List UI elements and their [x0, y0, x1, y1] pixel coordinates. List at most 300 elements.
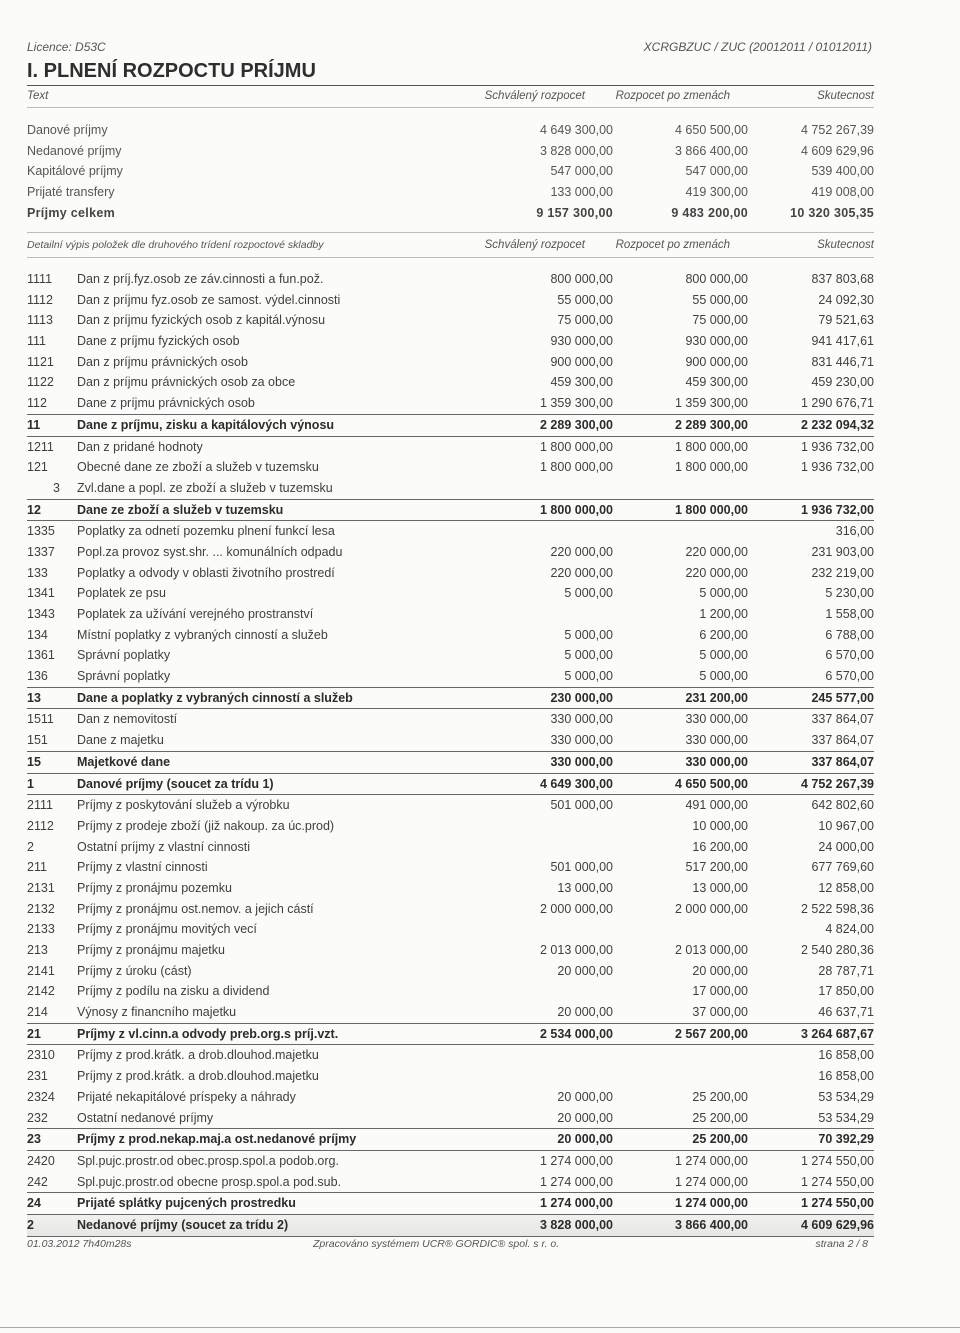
row-text: Dan z príjmu právnických osob za obce: [77, 375, 296, 390]
row-revised: 220 000,00: [685, 544, 748, 559]
row-budget: 930 000,00: [550, 334, 613, 349]
row-revised: 16 200,00: [692, 839, 748, 854]
row-revised: 17 000,00: [692, 984, 748, 999]
table-row: [27, 981, 874, 1002]
summary-budget: 9 157 300,00: [536, 205, 613, 220]
row-actual: 3 264 687,67: [801, 1026, 874, 1041]
row-actual: 16 858,00: [818, 1069, 874, 1084]
row-revised: 25 200,00: [692, 1132, 748, 1147]
row-revised: 75 000,00: [692, 313, 748, 328]
row-code: 232: [27, 1110, 48, 1125]
row-actual: 24 092,30: [818, 292, 874, 307]
row-code: 24: [27, 1196, 41, 1211]
summary-label: Danové príjmy: [27, 123, 108, 137]
row-budget: 20 000,00: [557, 1110, 613, 1125]
row-code: 2324: [27, 1089, 55, 1104]
row-code: 2142: [27, 984, 55, 999]
summary-col-text: Text: [27, 90, 49, 102]
table-row: [27, 919, 874, 940]
row-budget: 900 000,00: [550, 354, 613, 369]
row-text: Nedanové príjmy (soucet za trídu 2): [77, 1217, 289, 1232]
row-text: Príjmy z pronájmu majetku: [77, 943, 225, 957]
summary-budget: 3 828 000,00: [540, 143, 613, 158]
row-actual: 28 787,71: [818, 963, 874, 978]
detail-col-actual: Skutecnost: [817, 239, 874, 251]
summary-actual: 10 320 305,35: [790, 205, 874, 220]
row-actual: 12 858,00: [818, 880, 874, 895]
table-row: [27, 1087, 874, 1108]
table-row: [27, 816, 874, 837]
row-revised: 1 274 000,00: [675, 1174, 748, 1189]
row-text: Príjmy z podílu na zisku a dividend: [77, 984, 270, 999]
row-revised: 5 000,00: [699, 669, 748, 684]
row-budget: 330 000,00: [550, 733, 613, 748]
row-text: Dan z pridané hodnoty: [77, 439, 203, 454]
row-revised: 2 000 000,00: [675, 901, 748, 916]
row-text: Dan z príjmu fyzických osob z kapitál.výnosu: [77, 313, 326, 328]
row-text: Dan z príjmu právnických osob: [77, 354, 248, 369]
row-code: 1361: [27, 648, 55, 663]
row-revised: 1 800 000,00: [675, 439, 748, 454]
row-text: Ostatní nedanové príjmy: [77, 1110, 214, 1125]
row-budget: 20 000,00: [557, 963, 613, 978]
row-actual: 2 540 280,36: [801, 943, 874, 957]
summary-budget: 133 000,00: [550, 185, 613, 200]
row-actual: 6 570,00: [825, 669, 874, 684]
row-text: Dane a poplatky z vybraných cinností a služeb: [77, 690, 353, 705]
row-actual: 232 219,00: [811, 565, 874, 580]
row-actual: 459 230,00: [811, 375, 874, 390]
row-revised: 800 000,00: [685, 272, 748, 286]
table-row: [27, 500, 874, 522]
row-text: Prijaté nekapitálové príspeky a náhrady: [77, 1089, 296, 1104]
row-revised: 2 567 200,00: [675, 1026, 748, 1041]
row-actual: 677 769,60: [811, 860, 874, 875]
row-budget: 1 274 000,00: [540, 1196, 613, 1211]
table-row: [27, 1129, 874, 1151]
row-code: 2420: [27, 1153, 55, 1168]
table-row: [27, 563, 874, 584]
detail-table: [27, 269, 874, 1237]
row-revised: 2 289 300,00: [675, 417, 748, 432]
row-actual: 231 903,00: [811, 544, 874, 559]
table-row: [27, 478, 874, 500]
row-code: 15: [27, 754, 41, 769]
row-actual: 245 577,00: [811, 690, 874, 705]
row-actual: 1 290 676,71: [801, 396, 874, 411]
row-revised: 1 359 300,00: [675, 396, 748, 411]
row-text: Dan z príj.fyz.osob ze záv.cinnosti a fun.pož.: [77, 272, 324, 286]
row-actual: 16 858,00: [818, 1048, 874, 1063]
row-code: 1: [27, 776, 34, 791]
row-budget: 55 000,00: [557, 292, 613, 307]
table-row: [27, 331, 874, 352]
row-actual: 6 570,00: [825, 648, 874, 663]
row-revised: 900 000,00: [685, 354, 748, 369]
row-code: 211: [27, 860, 47, 875]
row-text: Poplatky a odvody v oblasti životního prostredí: [77, 565, 335, 580]
row-code: 23: [27, 1132, 41, 1147]
row-text: Dane z majetku: [77, 733, 164, 748]
table-row: [27, 457, 874, 478]
summary-budget: 547 000,00: [550, 164, 613, 179]
row-actual: 24 000,00: [818, 839, 874, 854]
row-actual: 1 936 732,00: [801, 502, 874, 517]
row-text: Zvl.dane a popl. ze zboží a služeb v tuzemsku: [77, 480, 333, 495]
row-revised: 231 200,00: [685, 690, 748, 705]
row-actual: 1 274 550,00: [801, 1196, 874, 1211]
row-actual: 337 864,07: [811, 733, 874, 748]
row-text: Príjmy z úroku (cást): [77, 963, 192, 978]
row-code: 2: [27, 839, 34, 854]
row-budget: 13 000,00: [557, 880, 613, 895]
table-row: [27, 1024, 874, 1046]
row-text: Príjmy z prod.krátk. a drob.dlouhod.majetku: [77, 1069, 319, 1084]
row-revised: 1 800 000,00: [675, 460, 748, 475]
row-code: 1111: [27, 272, 53, 286]
row-code: 134: [27, 627, 48, 642]
summary-revised: 3 866 400,00: [675, 143, 748, 158]
row-budget: 5 000,00: [564, 586, 613, 601]
summary-actual: 4 752 267,39: [801, 123, 874, 137]
row-budget: 220 000,00: [550, 544, 613, 559]
detail-col-text: Detailní výpis položek dle druhového trídení rozpoctové skladby: [27, 239, 324, 251]
row-budget: 501 000,00: [550, 798, 613, 813]
table-row: [27, 290, 874, 311]
row-actual: 1 936 732,00: [801, 439, 874, 454]
table-row: [27, 269, 874, 290]
row-actual: 1 936 732,00: [801, 460, 874, 475]
licence-label: Licence: D53C: [27, 40, 106, 54]
row-budget: 800 000,00: [550, 272, 613, 286]
row-code: 13: [27, 690, 41, 705]
row-actual: 831 446,71: [811, 354, 874, 369]
row-budget: 220 000,00: [550, 565, 613, 580]
footer-page: strana 2 / 8: [815, 1238, 868, 1250]
row-code: 242: [27, 1174, 48, 1189]
row-code: 2111: [27, 798, 53, 813]
table-row: [27, 583, 874, 604]
summary-actual: 539 400,00: [811, 164, 874, 179]
page-title: I. PLNENÍ ROZPOCTU PRÍJMU: [27, 60, 316, 82]
row-actual: 1 274 550,00: [801, 1153, 874, 1168]
row-code: 213: [27, 943, 48, 957]
row-revised: 330 000,00: [685, 754, 748, 769]
row-budget: 5 000,00: [564, 669, 613, 684]
row-budget: 1 800 000,00: [540, 502, 613, 517]
row-code: 214: [27, 1005, 48, 1020]
row-actual: 4 824,00: [825, 922, 874, 937]
row-text: Príjmy z prodeje zboží (již nakoup. za úc.prod): [77, 818, 335, 833]
row-text: Dane z príjmu fyzických osob: [77, 334, 240, 349]
row-text: Poplatek za užívání verejného prostranství: [77, 607, 314, 621]
table-row: [27, 688, 874, 710]
table-row: [27, 645, 874, 666]
table-row: [27, 709, 874, 730]
row-code: 1511: [27, 712, 54, 727]
summary-col-actual: Skutecnost: [817, 90, 874, 102]
table-row: [27, 795, 874, 816]
table-row: [27, 1002, 874, 1024]
summary-actual: 4 609 629,96: [801, 143, 874, 158]
row-text: Poplatek ze psu: [77, 586, 166, 601]
row-revised: 25 200,00: [692, 1110, 748, 1125]
row-text: Príjmy z poskytování služeb a výrobku: [77, 798, 290, 813]
row-code: 11: [27, 417, 41, 432]
footer-system: Zpracováno systémem UCR® GORDIC® spol. s r. o.: [313, 1238, 560, 1250]
row-actual: 70 392,29: [818, 1132, 874, 1147]
row-text: Danové príjmy (soucet za trídu 1): [77, 776, 274, 791]
row-actual: 53 534,29: [818, 1089, 874, 1104]
detail-header-rule: [27, 257, 874, 258]
row-actual: 2 232 094,32: [801, 417, 874, 432]
table-row: [27, 625, 874, 646]
row-budget: 5 000,00: [564, 648, 613, 663]
row-code: 2132: [27, 901, 55, 916]
row-code: 111: [27, 334, 47, 349]
row-code: 1113: [27, 313, 53, 328]
row-code: 1211: [27, 439, 54, 454]
row-budget: 459 300,00: [550, 375, 613, 390]
summary-label: Nedanové príjmy: [27, 143, 122, 158]
row-text: Príjmy z vl.cinn.a odvody preb.org.s príj.vzt.: [77, 1026, 339, 1041]
row-text: Ostatní príjmy z vlastní cinnosti: [77, 839, 250, 854]
row-code: 1343: [27, 607, 55, 621]
row-code: 2310: [27, 1048, 55, 1063]
row-actual: 53 534,29: [818, 1110, 874, 1125]
table-row: [27, 752, 874, 774]
summary-row: [27, 141, 874, 162]
table-row: [27, 1108, 874, 1130]
table-row: [27, 730, 874, 752]
row-text: Príjmy z pronájmu movitých vecí: [77, 922, 257, 937]
row-revised: 37 000,00: [692, 1005, 748, 1020]
row-actual: 1 558,00: [825, 607, 874, 621]
summary-actual: 419 008,00: [811, 185, 874, 200]
row-budget: 4 649 300,00: [540, 776, 613, 791]
row-budget: 20 000,00: [557, 1005, 613, 1020]
table-row: [27, 604, 874, 625]
row-code: 136: [27, 669, 48, 684]
row-budget: 1 800 000,00: [540, 439, 613, 454]
table-row: [27, 1045, 874, 1066]
summary-revised: 4 650 500,00: [675, 123, 748, 137]
row-text: Místní poplatky z vybraných cinností a služeb: [77, 627, 328, 642]
row-text: Príjmy z prod.nekap.maj.a ost.nedanové príjmy: [77, 1132, 357, 1147]
row-revised: 1 200,00: [699, 607, 748, 621]
summary-col-revised: Rozpocet po zmenách: [615, 90, 730, 102]
row-code: 1122: [27, 375, 54, 390]
table-row: [27, 837, 874, 858]
row-code: 3: [53, 480, 60, 495]
row-revised: 20 000,00: [692, 963, 748, 978]
row-actual: 316,00: [835, 524, 874, 539]
row-revised: 517 200,00: [685, 860, 748, 875]
row-text: Dan z príjmu fyz.osob ze samost. výdel.cinnosti: [77, 292, 341, 307]
row-budget: 1 800 000,00: [540, 460, 613, 475]
row-budget: 330 000,00: [550, 712, 613, 727]
row-actual: 2 522 598,36: [801, 901, 874, 916]
table-row: [27, 1151, 874, 1172]
summary-budget: 4 649 300,00: [540, 123, 613, 137]
summary-revised: 9 483 200,00: [671, 205, 748, 220]
summary-row: [27, 120, 874, 141]
row-actual: 4 752 267,39: [801, 776, 874, 791]
row-budget: 1 274 000,00: [540, 1153, 613, 1168]
row-text: Dane ze zboží a služeb v tuzemsku: [77, 502, 284, 517]
summary-col-budget: Schválený rozpocet: [484, 90, 585, 102]
row-revised: 4 650 500,00: [675, 776, 748, 791]
row-revised: 330 000,00: [685, 733, 748, 748]
detail-col-revised: Rozpocet po zmenách: [615, 239, 730, 251]
row-code: 2112: [27, 818, 54, 833]
row-revised: 1 274 000,00: [675, 1153, 748, 1168]
table-row: [27, 1215, 874, 1237]
table-row: [27, 666, 874, 688]
detail-col-budget: Schválený rozpocet: [484, 239, 585, 251]
row-text: Spl.pujc.prostr.od obec.prosp.spol.a podob.org.: [77, 1153, 339, 1168]
row-text: Správní poplatky: [77, 669, 171, 684]
row-text: Poplatky za odnetí pozemku plnení funkcí lesa: [77, 524, 335, 539]
row-actual: 1 274 550,00: [801, 1174, 874, 1189]
row-revised: 491 000,00: [685, 798, 748, 813]
summary-header-rule: [27, 107, 874, 108]
row-budget: 5 000,00: [564, 627, 613, 642]
row-actual: 79 521,63: [818, 313, 874, 328]
row-text: Dan z nemovitostí: [77, 712, 178, 727]
row-code: 133: [27, 565, 48, 580]
table-row: [27, 774, 874, 796]
table-row: [27, 542, 874, 563]
title-underline: [27, 85, 874, 86]
row-text: Príjmy z prod.krátk. a drob.dlouhod.majetku: [77, 1048, 319, 1063]
table-row: [27, 393, 874, 415]
row-actual: 46 637,71: [818, 1005, 874, 1020]
row-text: Majetkové dane: [77, 754, 171, 769]
summary-row: [27, 161, 874, 182]
row-revised: 220 000,00: [685, 565, 748, 580]
row-budget: 1 359 300,00: [540, 396, 613, 411]
row-revised: 2 013 000,00: [675, 943, 748, 957]
summary-label: Kapitálové príjmy: [27, 164, 123, 179]
summary-revised: 547 000,00: [685, 164, 748, 179]
row-code: 231: [27, 1069, 48, 1084]
row-code: 2131: [27, 880, 55, 895]
table-row: [27, 310, 874, 331]
row-budget: 501 000,00: [550, 860, 613, 875]
row-code: 2133: [27, 922, 55, 937]
row-revised: 13 000,00: [692, 880, 748, 895]
table-row: [27, 961, 874, 982]
row-revised: 5 000,00: [699, 586, 748, 601]
row-revised: 930 000,00: [685, 334, 748, 349]
row-budget: 1 274 000,00: [540, 1174, 613, 1189]
row-actual: 642 802,60: [811, 798, 874, 813]
row-budget: 3 828 000,00: [540, 1217, 613, 1232]
report-code: XCRGBZUC / ZUC (20012011 / 01012011): [643, 40, 872, 54]
row-code: 1341: [27, 586, 55, 601]
row-code: 1335: [27, 524, 55, 539]
row-code: 1112: [27, 292, 53, 307]
row-code: 2141: [27, 963, 55, 978]
row-budget: 20 000,00: [557, 1089, 613, 1104]
table-row: [27, 372, 874, 393]
row-actual: 941 417,61: [811, 334, 874, 349]
row-code: 12: [27, 502, 41, 517]
row-revised: 5 000,00: [699, 648, 748, 663]
row-text: Prijaté splátky pujcených prostredku: [77, 1196, 296, 1211]
row-text: Dane z príjmu, zisku a kapitálových výnosu: [77, 417, 335, 432]
row-budget: 2 000 000,00: [540, 901, 613, 916]
row-revised: 459 300,00: [685, 375, 748, 390]
row-budget: 20 000,00: [557, 1132, 613, 1147]
row-code: 21: [27, 1026, 41, 1041]
table-row: [27, 899, 874, 920]
table-row: [27, 521, 874, 542]
row-revised: 55 000,00: [692, 292, 748, 307]
row-budget: 75 000,00: [557, 313, 613, 328]
summary-label: Prijaté transfery: [27, 185, 115, 200]
row-revised: 1 274 000,00: [675, 1196, 748, 1211]
table-row: [27, 1172, 874, 1194]
row-text: Príjmy z vlastní cinnosti: [77, 860, 208, 875]
table-row: [27, 437, 874, 458]
row-revised: 1 800 000,00: [675, 502, 748, 517]
row-text: Spl.pujc.prostr.od obecne prosp.spol.a pod.sub.: [77, 1174, 342, 1189]
row-actual: 10 967,00: [818, 818, 874, 833]
table-row: [27, 878, 874, 899]
row-text: Správní poplatky: [77, 648, 171, 663]
row-text: Obecné dane ze zboží a služeb v tuzemsku: [77, 460, 319, 475]
summary-row: [27, 182, 874, 203]
row-text: Výnosy z financního majetku: [77, 1005, 237, 1020]
row-text: Príjmy z pronájmu ost.nemov. a jejich cástí: [77, 901, 314, 916]
row-revised: 3 866 400,00: [675, 1217, 748, 1232]
row-actual: 6 788,00: [825, 627, 874, 642]
row-revised: 330 000,00: [685, 712, 748, 727]
row-revised: 6 200,00: [699, 627, 748, 642]
row-budget: 2 534 000,00: [540, 1026, 613, 1041]
footer-date: 01.03.2012 7h40m28s: [27, 1238, 132, 1250]
row-text: Príjmy z pronájmu pozemku: [77, 880, 232, 895]
row-revised: 10 000,00: [692, 818, 748, 833]
row-code: 121: [27, 460, 48, 475]
row-actual: 837 803,68: [811, 272, 874, 286]
row-budget: 2 013 000,00: [540, 943, 613, 957]
row-text: Dane z príjmu právnických osob: [77, 396, 255, 411]
summary-revised: 419 300,00: [685, 185, 748, 200]
row-code: 1121: [27, 354, 54, 369]
summary-row: [27, 203, 874, 224]
row-budget: 330 000,00: [550, 754, 613, 769]
row-code: 112: [27, 396, 47, 411]
row-code: 2: [27, 1217, 34, 1232]
row-actual: 4 609 629,96: [801, 1217, 874, 1232]
row-code: 1337: [27, 544, 55, 559]
row-budget: 2 289 300,00: [540, 417, 613, 432]
row-budget: 230 000,00: [550, 690, 613, 705]
scan-edge-line: [0, 1327, 960, 1328]
row-actual: 5 230,00: [825, 586, 874, 601]
row-actual: 337 864,07: [811, 712, 874, 727]
row-code: 151: [27, 733, 48, 748]
row-actual: 17 850,00: [818, 984, 874, 999]
table-row: [27, 857, 874, 878]
table-row: [27, 415, 874, 437]
summary-label: Príjmy celkem: [27, 205, 115, 220]
summary-table: [27, 120, 874, 223]
row-actual: 337 864,07: [811, 754, 874, 769]
